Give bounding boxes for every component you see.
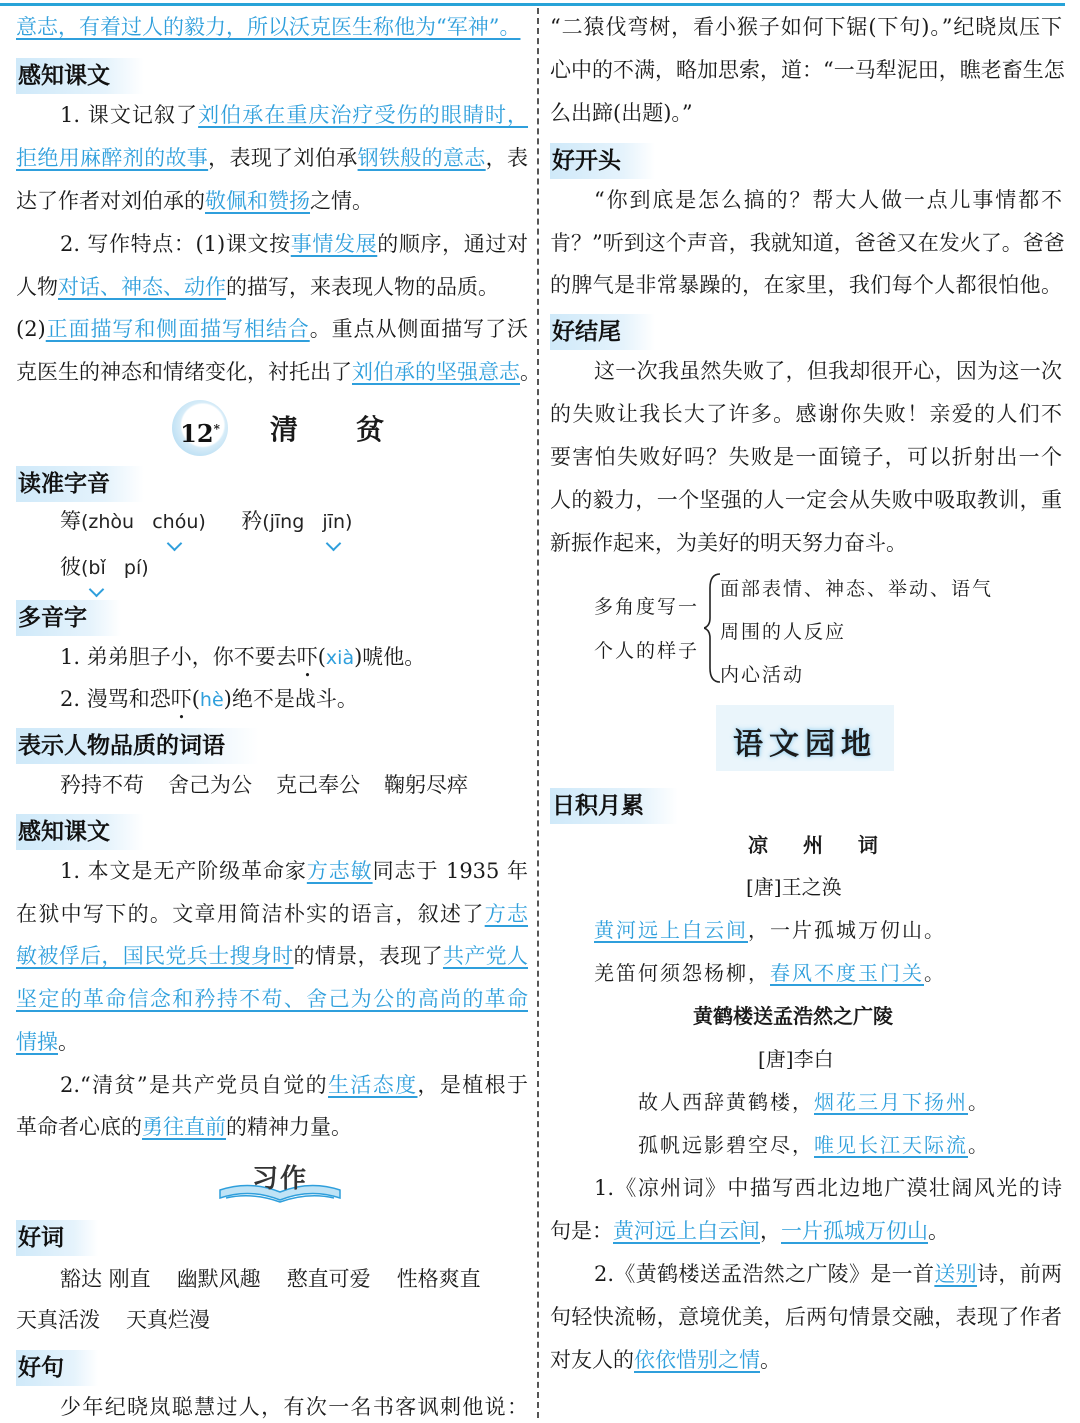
xizuo-title-banner	[216, 1158, 344, 1208]
pinzhi-words	[16, 770, 468, 800]
text-line: 的失败让我长大了许多。感谢你失败！亲爱的人们不	[550, 402, 1062, 426]
xizuo-title: 习作	[251, 1164, 308, 1194]
yuwen-yuandi-banner	[716, 705, 894, 771]
text-line: 在狱中写下的。文章用简洁朴实的语言，叙述了方志	[16, 902, 529, 926]
text-line: 人物对话、神态、动作的描写，来表现人物的品质。	[16, 275, 499, 299]
correct-mark: bǐ	[88, 553, 105, 583]
text-line: 的脾气是非常暴躁的，在家里，我们每个人都很怕他。	[550, 273, 1062, 297]
word: 鞠躬尽瘁	[384, 773, 468, 797]
section-header-duzhun: 读准字音	[16, 466, 144, 502]
pinyin-row-2: 彼(bǐ pí)	[16, 552, 149, 582]
section-header-haojiewei: 好结尾	[550, 314, 655, 350]
text-line: 2.《黄鹤楼送孟浩然之广陵》是一首送别诗，前两	[594, 1262, 1063, 1286]
poem-line: 故人西辞黄鹤楼，烟花三月下扬州。	[638, 1090, 990, 1114]
text-line: 句是：黄河远上白云间，一片孤城万仞山。	[550, 1219, 949, 1243]
mind-map-branch: 内心活动	[720, 664, 805, 686]
text-line: 1.《凉州词》中描写西北边地广漠壮阔风光的诗	[594, 1176, 1062, 1200]
text-line: 这一次我虽然失败了，但我却很开心，因为这一次	[594, 359, 1062, 383]
section-header-haokaitou: 好开头	[550, 143, 655, 179]
text-line: 新振作起来，为美好的明天努力奋斗。	[550, 531, 907, 555]
section-header-ganzhi-1: 感知课文	[16, 58, 144, 94]
text-line: 革命者心底的勇往直前的精神力量。	[16, 1115, 352, 1139]
top-accent-line	[0, 3, 1065, 6]
section-header-haoju: 好句	[16, 1350, 98, 1386]
section-header-pinzhi: 表示人物品质的词语	[16, 728, 259, 764]
pinyin-row-1: 筹(zhòu chóu) 矜(jīng jīn)	[16, 506, 352, 536]
text-line: 2.“清贫”是共产党员自觉的生活态度，是植根于	[60, 1073, 528, 1097]
haoci-row-1: 豁达 刚直 幽默风趣 憨直可爱 性格爽直	[60, 1267, 481, 1291]
text-line: 情操。	[16, 1030, 79, 1054]
text-line: 敏被俘后，国民党兵士搜身时的情景，表现了共产党人	[16, 944, 529, 968]
word: 矜持不苟	[60, 773, 144, 797]
duoyin-line-1: 1. 弟弟胆子小，你不要去吓(xià)唬他。	[60, 645, 426, 669]
lesson-number-badge: 12*	[172, 400, 228, 456]
text-line: (2)正面描写和侧面描写相结合。重点从侧面描写了沃	[16, 317, 529, 341]
text-line: 句轻快流畅，意境优美，后两句情景交融，表现了作者	[550, 1305, 1062, 1329]
section-header-ganzhi-2: 感知课文	[16, 814, 144, 850]
text-line: 坚定的革命信念和矜持不苟、舍己为公的高尚的革命	[16, 987, 528, 1011]
mind-map-root-line-2: 个人的样子	[594, 640, 700, 662]
duoyin-line-2: 2. 漫骂和恐吓(hè)绝不是战斗。	[60, 687, 358, 711]
poem-line: 羌笛何须怨杨柳，春风不度玉门关。	[594, 961, 946, 985]
text-line: 要害怕失败好吗？失败是一面镜子，可以折射出一个	[550, 445, 1062, 469]
lesson-heading	[172, 400, 443, 458]
poem-title: 黄鹤楼送孟浩然之广陵	[693, 1004, 893, 1028]
haoci-row-2: 天真活泼 天真烂漫	[16, 1308, 210, 1332]
correct-mark: chóu	[152, 507, 198, 537]
column-divider	[537, 8, 539, 1418]
text-line: 2. 写作特点：(1)课文按事情发展的顺序，通过对	[60, 232, 529, 256]
mind-map-branch: 面部表情、神态、举动、语气	[720, 578, 994, 600]
poem-author: [唐]李白	[758, 1047, 834, 1071]
section-header-haoci: 好词	[16, 1220, 98, 1256]
mind-map	[594, 568, 1034, 688]
yuwen-yuandi-title: 语文园地	[733, 727, 877, 762]
text-line: 1. 课文记叙了刘伯承在重庆治疗受伤的眼睛时，	[60, 103, 529, 127]
text-line: 心中的不满，略加思索，道：“一马犁泥田，瞧老畜生怎	[550, 58, 1065, 82]
text-line: 肯？”听到这个声音，我就知道，爸爸又在发火了。爸爸	[550, 231, 1065, 255]
continued-line: 意志，有着过人的毅力，所以沃克医生称他为“军神”。	[16, 15, 521, 39]
poem-author: [唐]王之涣	[746, 875, 842, 899]
text-line: 克医生的神态和情绪变化，衬托出了刘伯承的坚强意志。	[16, 360, 541, 384]
text-line: “你到底是怎么搞的？帮大人做一点儿事情都不	[594, 188, 1062, 212]
poem-line: 黄河远上白云间，一片孤城万仞山。	[594, 918, 946, 942]
text-line: 1. 本文是无产阶级革命家方志敏同志于 1935 年	[60, 859, 529, 883]
haoju-line: 少年纪晓岚聪慧过人，有次一名书客讽刺他说：	[60, 1395, 528, 1419]
lesson-title: 清贫	[270, 413, 443, 446]
poem-title: 凉 州 词	[748, 833, 892, 857]
text-line: 对友人的依依惜别之情。	[550, 1348, 781, 1372]
text-line: 人的毅力，一个坚强的人一定会从失败中吸取教训，重	[550, 488, 1062, 512]
section-header-riji: 日积月累	[550, 788, 678, 824]
text-line: 拒绝用麻醉剂的故事，表现了刘伯承钢铁般的意志，表	[16, 146, 529, 170]
word: 克己奉公	[276, 773, 360, 797]
correct-mark: jīn	[322, 507, 345, 537]
text-line: 么出蹄(出题)。”	[550, 101, 693, 125]
word: 舍己为公	[168, 773, 252, 797]
mind-map-root-line-1: 多角度写一	[594, 596, 700, 618]
text-line: “二猿伐弯树，看小猴子如何下锯(下句)。”纪晓岚压下	[550, 15, 1062, 39]
poem-line: 孤帆远影碧空尽，唯见长江天际流。	[638, 1133, 990, 1157]
text-line: 达了作者对刘伯承的敬佩和赞扬之情。	[16, 189, 373, 213]
mind-map-branch: 周围的人反应	[720, 621, 847, 643]
section-header-duoyin: 多音字	[16, 600, 121, 636]
